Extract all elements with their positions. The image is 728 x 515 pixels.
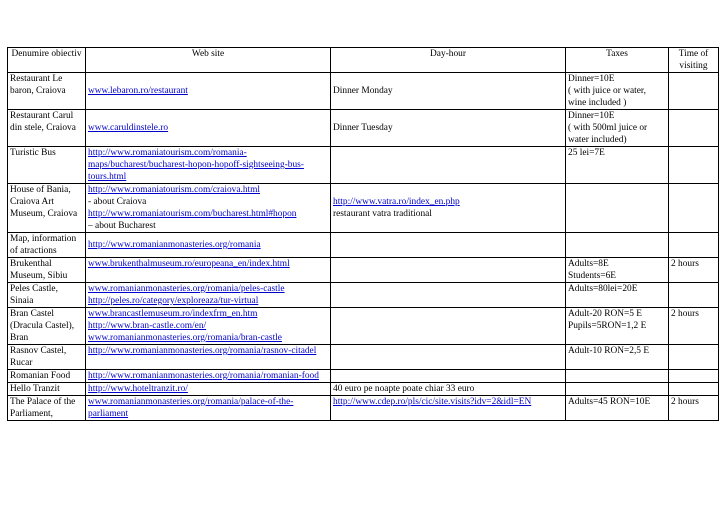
day-hour-cell: Dinner Monday: [331, 73, 566, 110]
day-hour-cell: Dinner Tuesday: [331, 110, 566, 147]
taxes-cell: [566, 233, 669, 258]
objective-cell: Map, information of atractions: [8, 233, 86, 258]
table-row: [8, 233, 719, 258]
website-link[interactable]: www.lebaron.ro/restaurant: [88, 86, 188, 96]
day-hour-link[interactable]: http://www.cdep.ro/pls/cic/site.visits?idv=2&idl=EN: [333, 397, 532, 407]
time-cell: [669, 345, 719, 370]
objective-cell: Romanian Food: [8, 370, 86, 383]
time-cell: 2 hours: [669, 396, 719, 421]
taxes-cell: [566, 383, 669, 396]
day-hour-cell: [331, 308, 566, 345]
taxes-cell: 25 lei=7E: [566, 147, 669, 184]
objective-cell: House of Bania, Craiova Art Museum, Craiova: [8, 184, 86, 233]
website-link[interactable]: http://www.romanianmonasteries.org/romania/romanian-food: [88, 371, 319, 381]
website-link-secondary[interactable]: http://www.romaniatourism.com/bucharest.html#hopon: [88, 209, 297, 219]
taxes-cell: Dinner=10E ( with 500ml juice or water included): [566, 110, 669, 147]
taxes-cell: Adults=8E Students=6E: [566, 258, 669, 283]
website-link[interactable]: www.caruldinstele.ro: [88, 123, 169, 133]
taxes-cell: Adults=80lei=20E: [566, 283, 669, 308]
day-hour-cell: [331, 233, 566, 258]
objective-cell: Brukenthal Museum, Sibiu: [8, 258, 86, 283]
time-cell: [669, 110, 719, 147]
table-row: [8, 184, 719, 233]
header-taxes: Taxes: [566, 48, 669, 73]
taxes-cell: Adult-20 RON=5 E Pupils=5RON=1,2 E: [566, 308, 669, 345]
day-hour-cell: [331, 345, 566, 370]
table-row: [8, 73, 719, 110]
objective-cell: Rasnov Castel, Rucar: [8, 345, 86, 370]
objective-cell: Hello Tranzit: [8, 383, 86, 396]
website-note: - about Craiova: [88, 197, 147, 207]
website-link[interactable]: http://www.romanianmonasteries.org/romania/rasnov-citadel: [88, 346, 317, 356]
time-cell: [669, 370, 719, 383]
table-row: [8, 396, 719, 421]
table-row: [8, 308, 719, 345]
header-row: [8, 48, 719, 73]
header-time-of-visiting: Time of visiting: [669, 48, 719, 73]
website-link[interactable]: www.brancastlemuseum.ro/indexfrm_en.htm: [88, 309, 258, 319]
table-row: [8, 370, 719, 383]
header-objective: Denumire obiectiv: [8, 48, 86, 73]
header-website: Web site: [86, 48, 331, 73]
website-link[interactable]: http://www.hoteltranzit.ro/: [88, 384, 188, 394]
day-hour-note: restaurant vatra traditional: [333, 209, 432, 219]
time-cell: [669, 184, 719, 233]
website-link[interactable]: www.romanianmonasteries.org/romania/palace-of-the-parliament: [88, 397, 294, 419]
website-link[interactable]: http://www.romaniatourism.com/craiova.html: [88, 185, 261, 195]
website-link[interactable]: www.brukenthalmuseum.ro/europeana_en/index.html: [88, 259, 290, 269]
objective-cell: The Palace of the Parliament,: [8, 396, 86, 421]
table-row: [8, 147, 719, 184]
website-note-secondary: – about Bucharest: [88, 221, 156, 231]
day-hour-cell: [331, 258, 566, 283]
taxes-cell: [566, 370, 669, 383]
time-cell: [669, 233, 719, 258]
objective-cell: Peles Castle, Sinaia: [8, 283, 86, 308]
taxes-cell: [566, 184, 669, 233]
time-cell: 2 hours: [669, 308, 719, 345]
website-link[interactable]: www.romanianmonasteries.org/romania/peles-castle: [88, 284, 285, 294]
day-hour-cell: 40 euro pe noapte poate chiar 33 euro: [331, 383, 566, 396]
objective-cell: Restaurant Le baron, Craiova: [8, 73, 86, 110]
objective-cell: Turistic Bus: [8, 147, 86, 184]
time-cell: [669, 147, 719, 184]
website-link-secondary[interactable]: http://peles.ro/category/exploreaza/tur-virtual: [88, 296, 259, 306]
time-cell: [669, 73, 719, 110]
taxes-cell: Adult-10 RON=2,5 E: [566, 345, 669, 370]
time-cell: [669, 283, 719, 308]
visit-planning-table-wrapper: [7, 47, 719, 421]
website-link[interactable]: http://www.romaniatourism.com/romania-maps/bucharest/bucharest-hopon-hopoff-sightseeing-bus-tours.html: [88, 148, 304, 182]
day-hour-cell: [331, 147, 566, 184]
website-link[interactable]: http://www.romanianmonasteries.org/romania: [88, 240, 261, 250]
header-day-hour: Day-hour: [331, 48, 566, 73]
taxes-cell: Dinner=10E ( with juice or water, wine included ): [566, 73, 669, 110]
table-row: [8, 283, 719, 308]
table-row: [8, 345, 719, 370]
time-cell: [669, 383, 719, 396]
table-row: [8, 258, 719, 283]
table-row: [8, 110, 719, 147]
day-hour-cell: [331, 370, 566, 383]
table-row: [8, 383, 719, 396]
objective-cell: Restaurant Carul din stele, Craiova: [8, 110, 86, 147]
visit-planning-table: [7, 47, 719, 421]
website-link-tertiary[interactable]: www.romanianmonasteries.org/romania/bran-castle: [88, 333, 282, 343]
objective-cell: Bran Castel (Dracula Castel), Bran: [8, 308, 86, 345]
day-hour-cell: [331, 283, 566, 308]
time-cell: 2 hours: [669, 258, 719, 283]
day-hour-link[interactable]: http://www.vatra.ro/index_en.php: [333, 197, 460, 207]
taxes-cell: Adults=45 RON=10E: [566, 396, 669, 421]
website-link-secondary[interactable]: http://www.bran-castle.com/en/: [88, 321, 207, 331]
